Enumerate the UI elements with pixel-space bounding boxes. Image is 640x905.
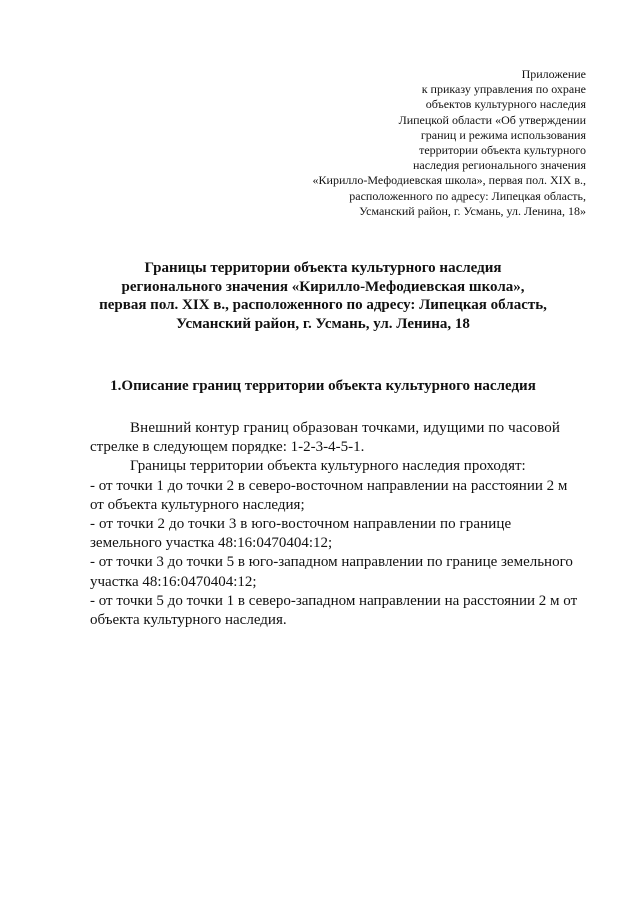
appendix-line: «Кирилло-Мефодиевская школа», первая пол. XIX в., xyxy=(312,173,586,188)
appendix-line: Приложение xyxy=(521,67,586,81)
body-line: от объекта культурного наследия; xyxy=(90,496,305,513)
body-line: - от точки 2 до точки 3 в юго-восточном направлении по границе xyxy=(90,515,512,532)
appendix-line: наследия регионального значения xyxy=(412,158,586,173)
appendix-line: территории объекта культурного xyxy=(419,143,586,158)
body-line: - от точки 3 до точки 5 в юго-западном направлении по границе земельного xyxy=(90,554,573,571)
body-line: стрелке в следующем порядке: 1-2-3-4-5-1. xyxy=(90,439,365,456)
body-line: земельного участка 48:16:0470404:12; xyxy=(90,535,333,552)
appendix-line: Усманский район, г. Усмань, ул. Ленина, 18» xyxy=(359,203,586,218)
body-line: - от точки 1 до точки 2 в северо-восточном направлении на расстоянии 2 м xyxy=(90,477,568,494)
appendix-line: границ и режима использования xyxy=(420,127,586,142)
appendix-line: расположенного по адресу: Липецкая область, xyxy=(349,188,586,203)
title-line: Границы территории объекта культурного наследия xyxy=(144,260,502,276)
appendix-line: Липецкой области «Об утверждении xyxy=(398,112,586,127)
title-line: регионального значения «Кирилло-Мефодиевская школа», xyxy=(121,278,525,295)
title-line: первая пол. XIX в., расположенного по адресу: Липецкая область, xyxy=(99,297,547,314)
appendix-block xyxy=(246,67,586,219)
section-body xyxy=(90,419,588,630)
document-title xyxy=(58,259,588,334)
body-line: объекта культурного наследия. xyxy=(90,611,287,628)
body-line: - от точки 5 до точки 1 в северо-западном направлении на расстоянии 2 м от xyxy=(90,592,578,609)
body-line: Внешний контур границ образован точками, идущими по часовой xyxy=(130,420,561,436)
section-heading: 1.Описание границ территории объекта культурного наследия xyxy=(110,378,536,394)
body-line: Границы территории объекта культурного наследия проходят: xyxy=(130,458,526,475)
appendix-line: объектов культурного наследия xyxy=(425,97,586,112)
body-line: участка 48:16:0470404:12; xyxy=(90,573,257,590)
title-line: Усманский район, г. Усмань, ул. Ленина, 18 xyxy=(176,316,470,333)
appendix-line: к приказу управления по охране xyxy=(421,82,586,97)
